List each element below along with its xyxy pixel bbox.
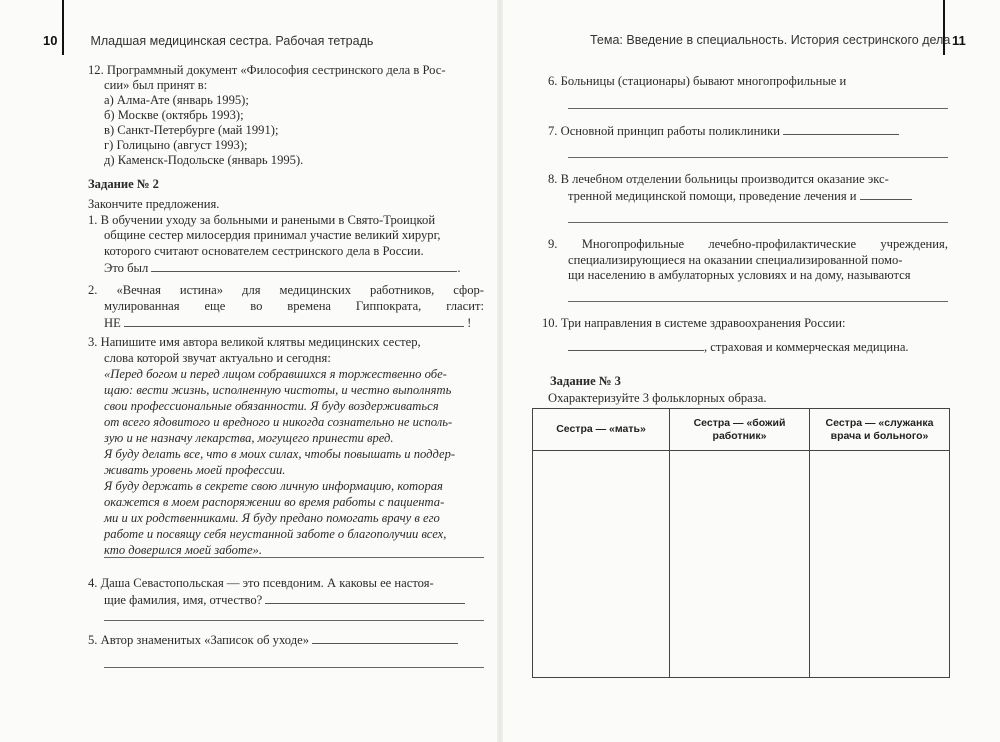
item4-answer-line[interactable] (104, 620, 484, 621)
task2-heading: Задание № 2 (88, 177, 159, 191)
column-header-gods-worker: Сестра — «божий работник» (670, 409, 810, 451)
item6-line: 6. Больницы (стационары) бывают многопрофильные и (548, 74, 847, 88)
oath-line: ми и их родственниками. Я буду предано помогать врачу в его (104, 511, 440, 525)
item8-answer-line[interactable] (568, 222, 948, 223)
q12-option: а) Алма-Ате (январь 1995); (104, 93, 249, 107)
item1-line: 1. В обучении уходу за больными и ранеными в Свято-Троицкой (88, 213, 436, 227)
item3-line: 3. Напишите имя автора великой клятвы медицинских сестер, (88, 335, 421, 349)
oath-line: Я буду делать все, что в моих силах, чтобы повышать и поддер- (104, 447, 456, 461)
item9-line1: 9. Многопрофильные лечебно-профилактические учреждения, (548, 237, 948, 251)
item2-line1: 2. «Вечная истина» для медицинских работников, сфор- (88, 283, 484, 297)
item8-line2: тренной медицинской помощи, проведение лечения и (568, 188, 912, 204)
column-header-mother: Сестра — «мать» (533, 409, 670, 451)
item7-line: 7. Основной принцип работы поликлиники (548, 123, 899, 139)
item2-line2: мулированная еще во времена Гиппократа, гласит: (104, 299, 484, 313)
task3-instruction: Охарактеризуйте 3 фольклорных образа. (548, 391, 767, 405)
answer-cell-mother[interactable] (533, 451, 670, 678)
left-page-header (43, 33, 373, 48)
column-header-servant: Сестра — «служанка врача и больного» (810, 409, 950, 451)
item9-answer-line[interactable] (568, 301, 948, 302)
item10-answer-blank[interactable] (568, 339, 704, 351)
item9-line3: щи населению в амбулаторных условиях и на дому, называются (568, 268, 911, 282)
item2-answer-blank[interactable] (124, 315, 464, 327)
item1-line: которого считают основателем сестринского дела в России. (104, 244, 424, 258)
q12-option: г) Голицыно (август 1993); (104, 138, 248, 152)
item4-line1: 4. Даша Севастопольская — это псевдоним. А каковы ее настоя- (88, 576, 434, 590)
folklore-images-table (532, 408, 950, 678)
item10-line2: , страховая и коммерческая медицина. (568, 339, 909, 355)
task2-instruction: Закончите предложения. (88, 197, 220, 211)
q12-option: д) Каменск-Подольске (январь 1995). (104, 153, 304, 167)
answer-cell-servant[interactable] (810, 451, 950, 678)
item1-answer-blank[interactable] (151, 260, 457, 272)
item3-line: слова которой звучат актуально и сегодня: (104, 351, 331, 365)
item10-line1: 10. Три направления в системе здравоохранения России: (542, 316, 846, 330)
item4-line2: щие фамилия, имя, отчество? (104, 592, 465, 608)
item1-last-line: Это был . (104, 261, 461, 275)
item3-answer-line[interactable] (104, 557, 484, 558)
answer-cell-gods-worker[interactable] (670, 451, 810, 678)
item4-answer-blank[interactable] (265, 592, 465, 604)
q12-option: б) Москве (октябрь 1993); (104, 108, 244, 122)
item7-answer-blank[interactable] (783, 123, 899, 135)
oath-line: «Перед богом и перед лицом собравшихся я торжественно обе- (104, 367, 447, 381)
item1-line: общине сестер милосердия принимал участие великий хирург, (104, 228, 441, 242)
oath-line: от всего ядовитого и вредного и никогда сознательно не исполь- (104, 415, 453, 429)
q12-option: в) Санкт-Петербурге (май 1991); (104, 123, 279, 137)
item5-line: 5. Автор знаменитых «Записок об уходе» (88, 632, 458, 648)
right-running-title: Тема: Введение в специальность. История сестринского дела (590, 33, 951, 47)
oath-line: Я буду держать в секрете свою личную информацию, которая (104, 479, 443, 493)
item9-line2: специализирующиеся на оказании специализированной помо- (568, 253, 903, 267)
oath-line: живать уровень моей профессии. (104, 463, 286, 477)
item8-line1: 8. В лечебном отделении больницы производится оказание экс- (548, 172, 889, 186)
item7-answer-line[interactable] (568, 157, 948, 158)
q12-line1: 12. Программный документ «Философия сестринского дела в Рос- (88, 63, 446, 77)
oath-line: свои профессиональные обязанности. Я буду воздерживаться (104, 399, 439, 413)
item5-answer-blank[interactable] (312, 632, 458, 644)
oath-line: щаю: вести жизнь, исполненную чистоты, и честно выполнять (104, 383, 452, 397)
task3-heading: Задание № 3 (550, 374, 621, 388)
item8-answer-blank[interactable] (860, 188, 912, 200)
q12-line2: сии» был принят в: (104, 78, 208, 92)
oath-line: зую и не назначу лекарства, могущего принести вред. (104, 431, 394, 445)
item2-line3: НЕ ! (104, 316, 472, 330)
oath-line: кто доверился моей заботе». (104, 543, 262, 557)
right-page-number: 11 (952, 33, 966, 48)
left-page-number: 10 (43, 33, 58, 48)
oath-line: работе и посвящу себя неустанной заботе о благополучии всех, (104, 527, 447, 541)
item5-answer-line[interactable] (104, 667, 484, 668)
left-running-title: Младшая медицинская сестра. Рабочая тетрадь (90, 34, 374, 48)
oath-line: окажется в моем распоряжении во время работы с пациента- (104, 495, 445, 509)
item6-answer-line[interactable] (568, 108, 948, 109)
